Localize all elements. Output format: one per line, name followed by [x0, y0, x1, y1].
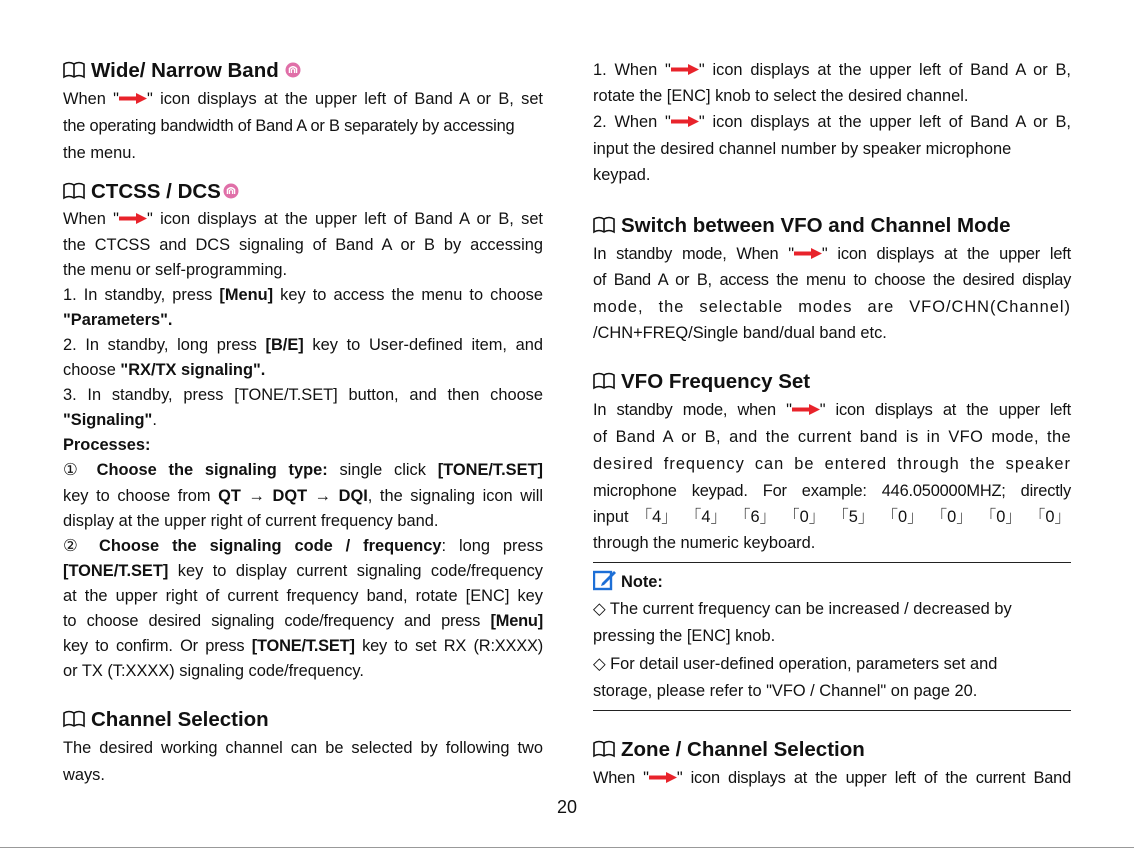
text-line: or TX (T:XXXX) signaling code/frequency.: [63, 662, 364, 680]
text-line: choose "RX/TX signaling".: [63, 361, 266, 379]
text-line: through the numeric keyboard.: [593, 534, 816, 552]
right-arrow-icon: [671, 64, 699, 75]
key-digit: 「0」: [979, 508, 1022, 526]
book-icon: [63, 61, 85, 79]
text-line: ways.: [63, 766, 105, 784]
text-line: /CHN+FREQ/Single band/dual band etc.: [593, 324, 887, 342]
heading-zone-channel-selection: [593, 737, 1071, 763]
text-line: ◇ For detail user-defined operation, parameters set and: [593, 655, 998, 673]
text-line: key to choose from QT → DQT → DQI, the signaling icon will: [63, 487, 543, 505]
book-icon: [593, 216, 615, 234]
text-line: When " " icon displays at the upper left of the current Band: [593, 769, 1071, 787]
right-arrow-icon: [792, 404, 820, 415]
text-line: When " " icon displays at the upper left of Band A or B, set: [63, 210, 543, 228]
text-line: 3. In standby, press [TONE/T.SET] button, and then choose: [63, 386, 543, 404]
text-line: the menu.: [63, 144, 136, 162]
heading-channel-selection: [63, 707, 543, 733]
key-digit: 「4」: [684, 508, 727, 526]
note-title: Note:: [621, 573, 663, 591]
text-line: When " " icon displays at the upper left of Band A or B, set: [63, 90, 543, 108]
text-line: keypad.: [593, 166, 651, 184]
right-arrow-icon: [649, 772, 677, 783]
book-icon: [63, 182, 85, 200]
text-line: pressing the [ENC] knob.: [593, 627, 776, 645]
text-line: rotate the [ENC] knob to select the desired channel.: [593, 87, 969, 105]
signal-badge-icon: [223, 183, 239, 199]
text-line: of Band A or B, and the current band is in VFO mode, the: [593, 428, 1071, 446]
heading-text: CTCSS / DCS: [91, 180, 221, 203]
note-heading: [593, 569, 1071, 595]
text-line: "Signaling".: [63, 411, 157, 429]
heading-ctcss-dcs: [63, 179, 543, 205]
text-line: Processes:: [63, 436, 151, 454]
heading-text: Zone / Channel Selection: [621, 738, 865, 761]
right-arrow-icon: [119, 213, 147, 224]
right-arrow-icon: [119, 93, 147, 104]
text-line: 1. When " " icon displays at the upper left of Band A or B,: [593, 61, 1071, 79]
text-line: display at the upper right of current frequency band.: [63, 512, 439, 530]
text-line: the operating bandwidth of Band A or B separately by accessing: [63, 117, 515, 135]
right-arrow-icon: [794, 248, 822, 259]
text-line: the menu or self-programming.: [63, 261, 288, 279]
text-line: [TONE/T.SET] key to display current signaling code/frequency: [63, 562, 543, 580]
key-digit: 「0」: [881, 508, 924, 526]
text-line: "Parameters".: [63, 311, 173, 329]
text-line: ② Choose the signaling code / frequency: long press: [63, 537, 544, 555]
text-line: storage, please refer to "VFO / Channel" on page 20.: [593, 682, 978, 700]
right-arrow-icon: [671, 116, 699, 127]
text-line: 2. When " " icon displays at the upper left of Band A or B,: [593, 113, 1071, 131]
heading-text: Switch between VFO and Channel Mode: [621, 214, 1011, 237]
heading-text: Wide/ Narrow Band: [91, 59, 279, 82]
heading-text: VFO Frequency Set: [621, 370, 811, 393]
key-digit: 「6」: [734, 508, 777, 526]
input-label: input: [593, 508, 629, 526]
heading-text: Channel Selection: [91, 708, 269, 731]
book-icon: [593, 740, 615, 758]
text-line: input the desired channel number by speaker microphone: [593, 140, 1012, 158]
text-line: at the upper right of current frequency band, rotate [ENC] key: [63, 587, 543, 605]
text-line: mode, the selectable modes are VFO/CHN(Channel): [593, 298, 1071, 316]
text-line: desired frequency can be entered through the speaker: [593, 455, 1071, 473]
text-line: In standby mode, when " " icon displays at the upper left: [593, 401, 1071, 419]
note-bottom-rule: [593, 710, 1071, 711]
text-line: ① Choose the signaling type: single click [TONE/T.SET]: [63, 461, 544, 479]
keypad-sequence: [593, 505, 1071, 530]
note-top-rule: [593, 562, 1071, 563]
text-line: 1. In standby, press [Menu] key to access the menu to choose: [63, 286, 543, 304]
text-line: key to confirm. Or press [TONE/T.SET] key to set RX (R:XXXX): [63, 637, 543, 655]
page-bottom-rule: [0, 847, 1134, 848]
key-digit: 「0」: [783, 508, 826, 526]
note-edit-icon: [593, 569, 617, 591]
key-digit: 「0」: [1029, 508, 1071, 526]
text-line: to choose desired signaling code/frequency and press [Menu]: [63, 612, 543, 630]
text-line: In standby mode, When " " icon displays at the upper left: [593, 245, 1071, 263]
key-digit: 「4」: [635, 508, 678, 526]
text-line: the CTCSS and DCS signaling of Band A or B by accessing: [63, 236, 543, 254]
heading-vfo-frequency-set: [593, 369, 1071, 395]
book-icon: [593, 372, 615, 390]
text-line: 2. In standby, long press [B/E] key to User-defined item, and: [63, 336, 544, 354]
key-digit: 「0」: [930, 508, 973, 526]
text-line: microphone keypad. For example: 446.050000MHZ; directly: [593, 482, 1071, 500]
page-number: 20: [556, 797, 578, 817]
text-line: ◇ The current frequency can be increased / decreased by: [593, 600, 1012, 618]
book-icon: [63, 710, 85, 728]
key-digit: 「5」: [832, 508, 875, 526]
heading-wide-narrow-band: [63, 58, 543, 84]
heading-switch-vfo-channel: [593, 213, 1071, 239]
signal-badge-icon: [285, 62, 301, 78]
text-line: of Band A or B, access the menu to choose the desired display: [593, 271, 1071, 289]
text-line: The desired working channel can be selected by following two: [63, 739, 543, 757]
